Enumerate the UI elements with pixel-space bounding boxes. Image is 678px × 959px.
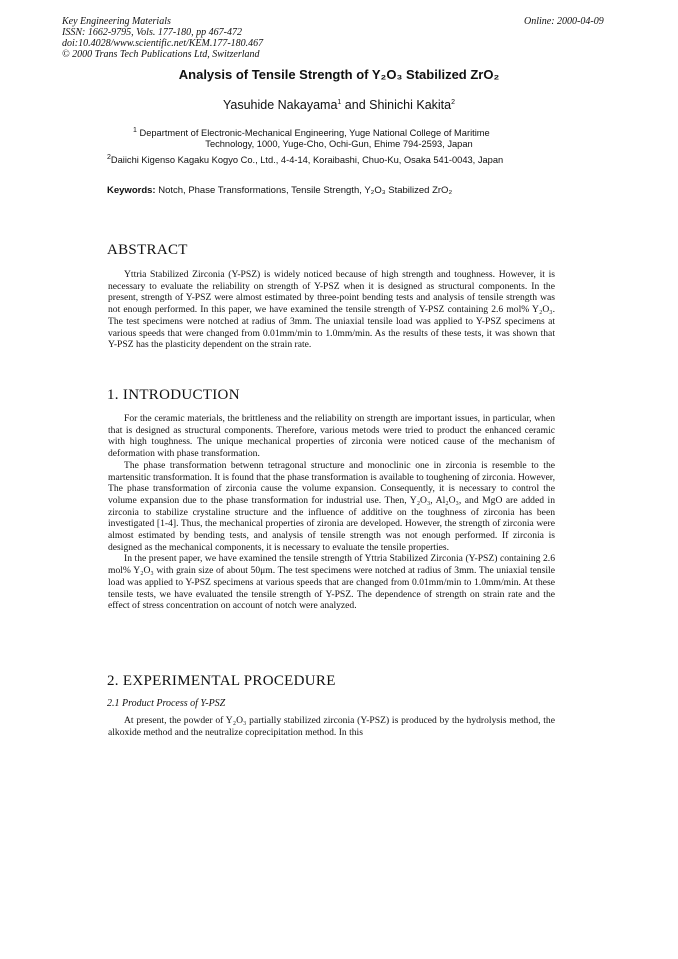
affiliation-2-text: Daiichi Kigenso Kagaku Kogyo Co., Ltd., 4-4-14, Koraibashi, Chuo-Ku, Osaka 541-0043, Japan xyxy=(110,155,504,166)
affiliation-2 xyxy=(107,152,503,166)
author-1: Yasuhide Nakayama xyxy=(222,98,338,112)
introduction-body xyxy=(108,413,555,612)
intro-paragraph-2: The phase transformation betwenn tetragonal structure and monoclinic one in zirconia is resemble to the martensitic transformation. It is found that the phase transformation is available to toughening of zirconia. However, The phase transformation of zirconia cause the volume expansion. Consequently, it is necessary to control the volume expansion due to the phase transformation for industrial use. Then, Y₂O₃, Al₂O₃, and MgO are added in zirconia to stabilize crystaline structure and the influence of additive on the toughness of zirconia has been investigated [1-4]. Thus, the mechanical properties of zironia are developed. However, the strength of zirconia were almost estimated by bending tests, and analysis of tensile strength was not enough performed. If zirconia is designed as the mechanical components, it is necessary to evaluate the tensile properties. xyxy=(108,459,555,553)
experimental-body xyxy=(108,715,555,738)
affiliation-1-mark: 1 xyxy=(133,127,137,134)
intro-paragraph-3: In the present paper, we have examined the tensile strength of Yttria Stabilized Zirconia (Y-PSZ) containing 2.6 mol% Y₂O₃ with grain size of about 50μm. The test specimens were notched at radius of 3mm. The uniaxial tensile load was applied to Y-PSZ specimens at various speeds that are changed from 0.01mm/min to 1.0mm/min. At these tensile tests, we have evaluated the tensile strength of Y-PSZ. The dependence of strength on strain rate and the effect of stress concentration on account of notch were analyzed. xyxy=(108,553,555,612)
online-date: Online: 2000-04-09 xyxy=(524,16,604,27)
paper-title: Analysis of Tensile Strength of Y₂O₃ Stabilized ZrO₂ xyxy=(178,67,500,82)
affiliation-2-mark: 2 xyxy=(107,154,111,161)
abstract-paragraph: Yttria Stabilized Zirconia (Y-PSZ) is widely noticed because of high strength and toughness. However, it is necessary to evaluate the reliability on strength of Y-PSZ when it is designed as structural components. In the present, strength of Y-PSZ were almost estimated by three-point bending tests and analysis of tensile strength was not enough performed. In this paper, we have examined the tensile strength of Y-PSZ containing 2.6 mol% Y₂O₃. The test specimens were notched at radius of 3mm. The uniaxial tensile load was applied to Y-PSZ specimens at various speeds that were changed from 0.01mm/min to 1.0mm/min. As the results of these tests, it was shown that Y-PSZ has the plasticity dependent on the strain rate. xyxy=(108,269,555,351)
author-1-mark: 1 xyxy=(337,98,342,106)
affiliation-1 xyxy=(133,125,490,139)
authors-line xyxy=(0,98,678,112)
journal-name: Key Engineering Materials xyxy=(62,16,171,27)
author-2: and Shinichi Kakita xyxy=(341,98,452,112)
issn-line: ISSN: 1662-9795, Vols. 177-180, pp 467-472 xyxy=(62,27,242,38)
affiliation-1-line1: Department of Electronic-Mechanical Engineering, Yuge National College of Maritime xyxy=(139,128,490,139)
keywords xyxy=(107,185,452,196)
keywords-text: Notch, Phase Transformations, Tensile Strength, Y₂O₃ Stabilized ZrO₂ xyxy=(158,185,453,196)
affiliation-1-line2: Technology, 1000, Yuge-Cho, Ochi-Gun, Ehime 794-2593, Japan xyxy=(205,139,473,149)
abstract-heading: ABSTRACT xyxy=(107,242,188,258)
experimental-heading: 2. EXPERIMENTAL PROCEDURE xyxy=(107,673,336,689)
copyright-line: © 2000 Trans Tech Publications Ltd, Switzerland xyxy=(62,49,260,60)
doi-line[interactable]: doi:10.4028/www.scientific.net/KEM.177-180.467 xyxy=(62,38,264,49)
introduction-heading: 1. INTRODUCTION xyxy=(107,387,240,403)
author-2-mark: 2 xyxy=(451,98,456,106)
experimental-paragraph-1: At present, the powder of Y₂O₃ partially stabilized zirconia (Y-PSZ) is produced by the hydrolysis method, the alkoxide method and the neutralize coprecipitation method. In this xyxy=(108,715,555,738)
experimental-subheading: 2.1 Product Process of Y-PSZ xyxy=(107,698,226,709)
intro-paragraph-1: For the ceramic materials, the brittleness and the reliability on strength are important issues, in particular, when that is designed as structural components. Therefore, various metods were tried to product the enhanced ceramic with high toughness. The unique mechanical properties of zirconia were noticed cause of the mechanism of deformation with phase transformation. xyxy=(108,413,555,460)
journal-header xyxy=(62,16,263,60)
keywords-label: Keywords: xyxy=(107,185,156,196)
abstract-body xyxy=(108,269,555,351)
